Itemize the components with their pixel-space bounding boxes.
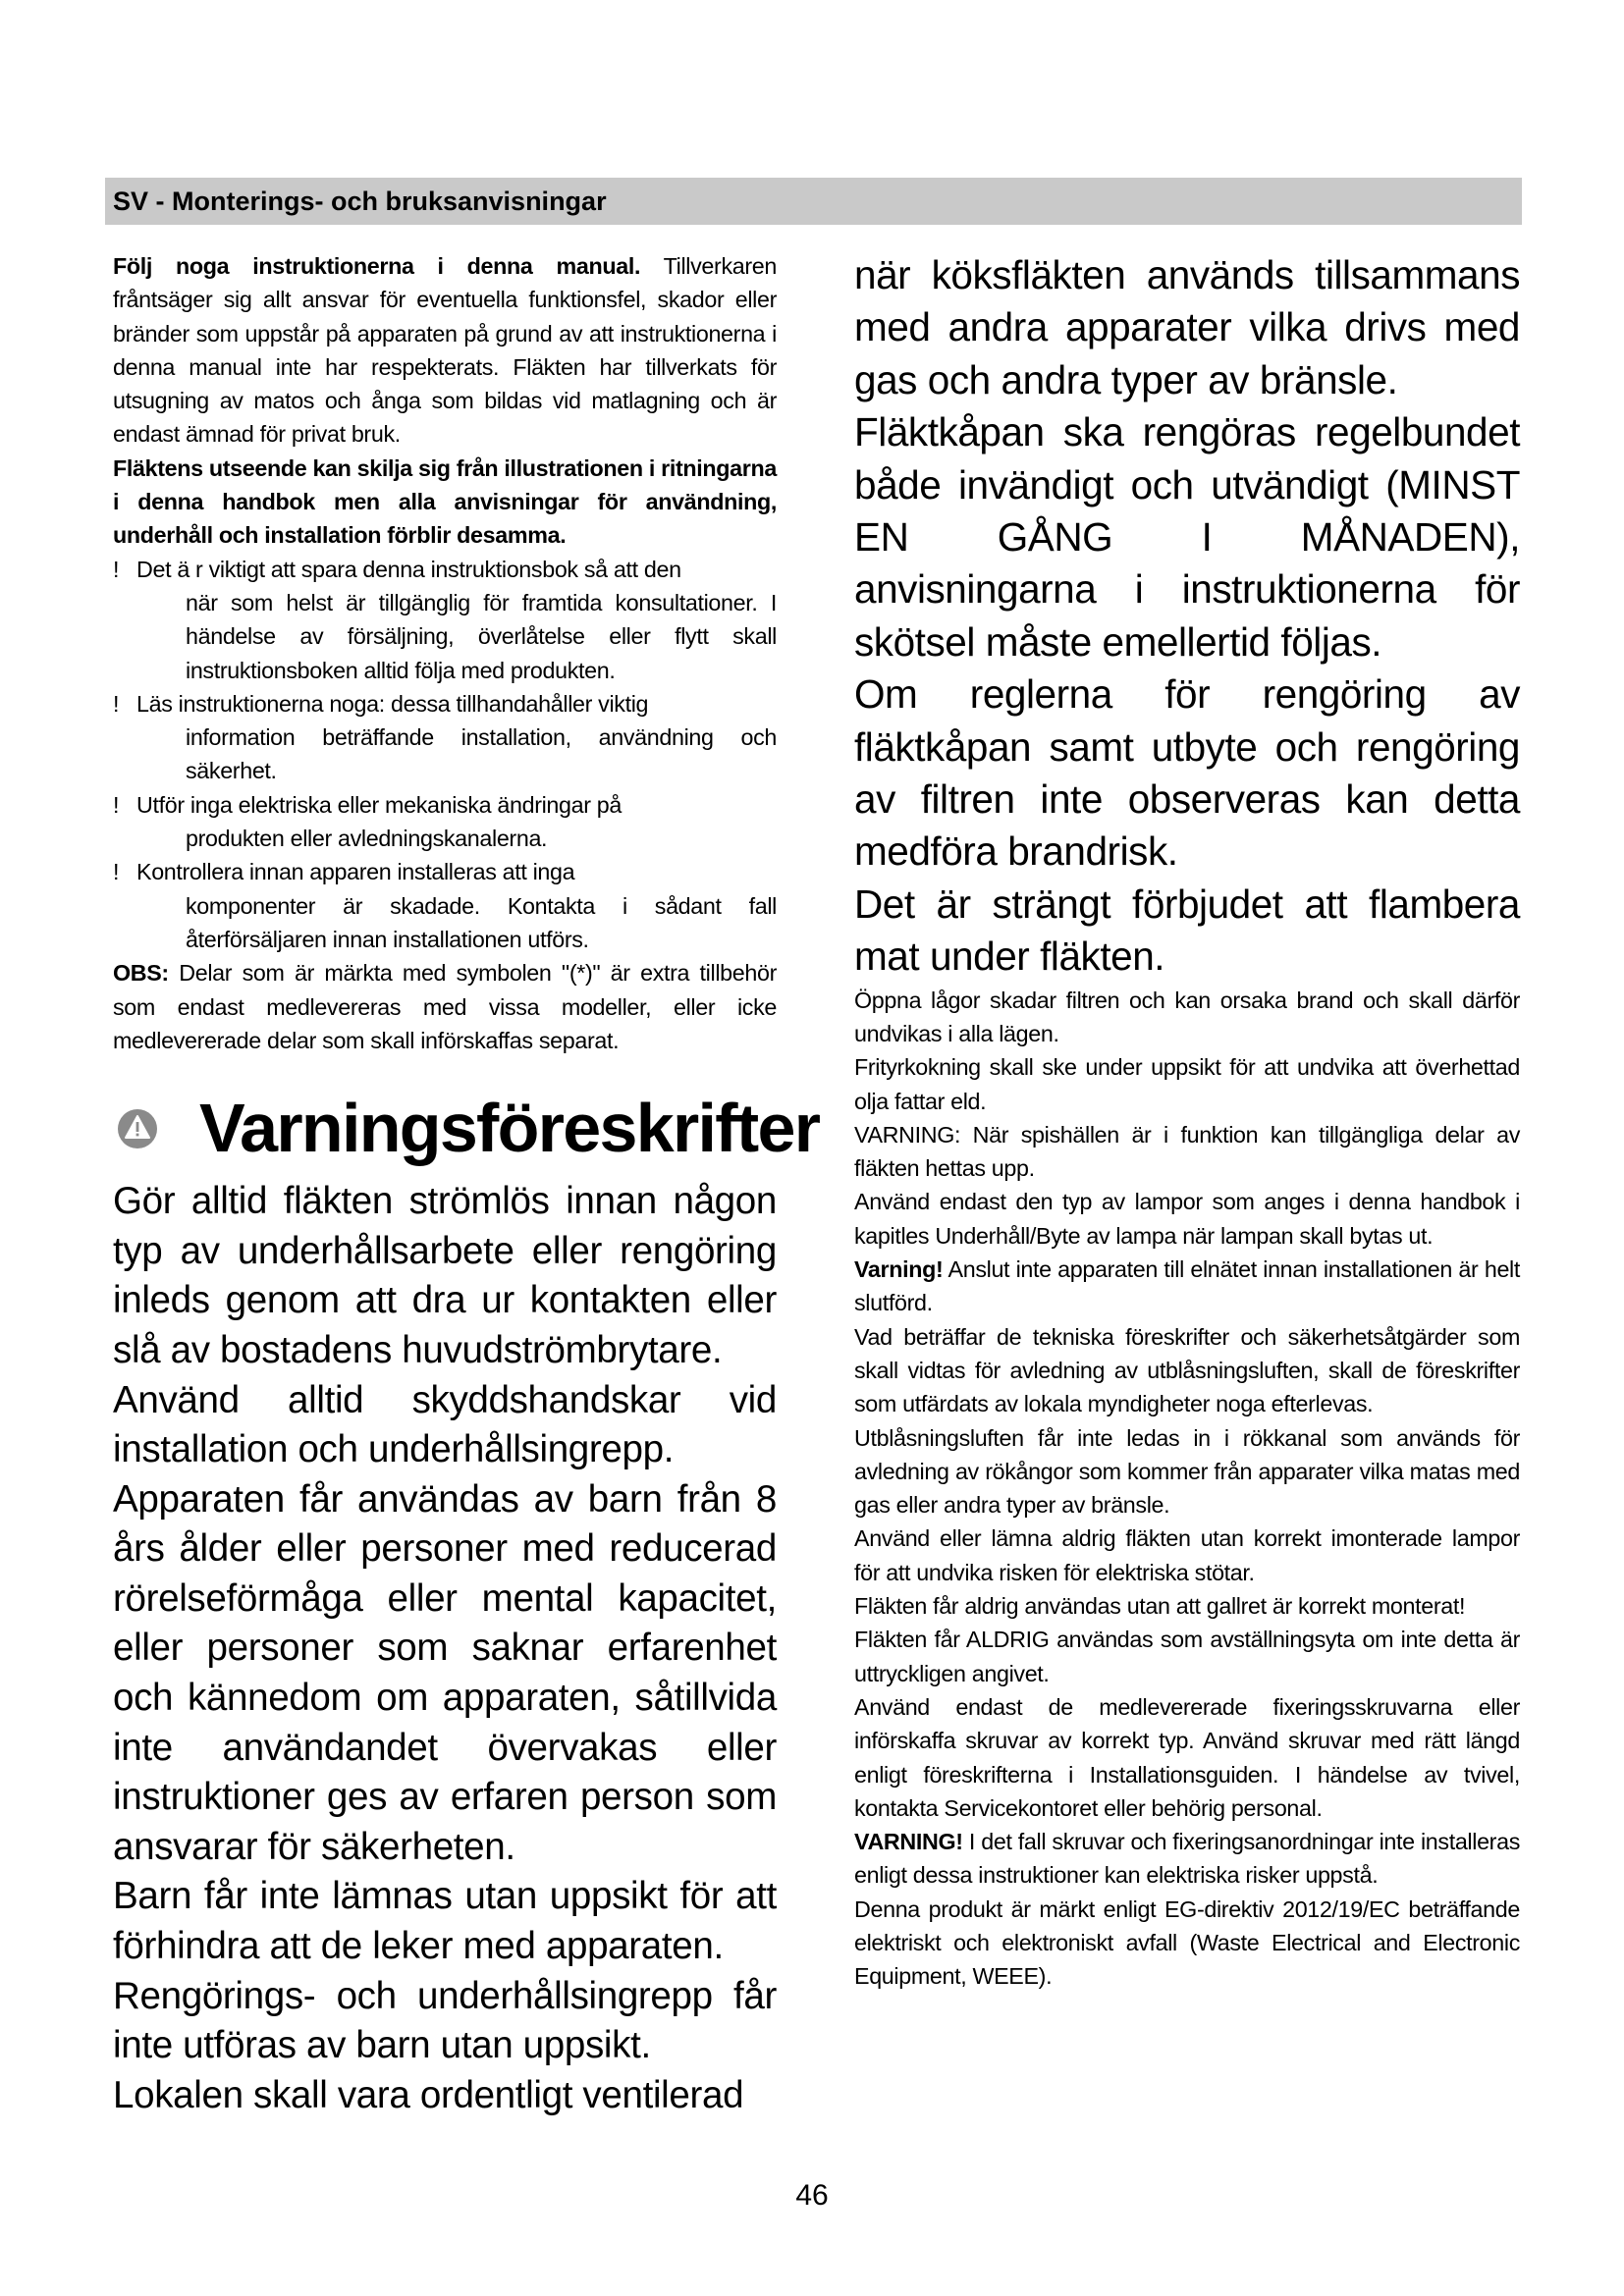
bullet-text-rest: komponenter är skadade. Kontakta i sådant fall återförsäljaren innan installationen utförs.: [186, 892, 777, 952]
intro-paragraph: [113, 249, 777, 452]
warning-paragraph: Använd alltid skyddshandskar vid installation och underhållsingrepp.: [113, 1378, 777, 1471]
warning-paragraph: Apparaten får användas av barn från 8 års ålder eller personer med reducerad rörelseförmåga eller mental kapacitet, eller personer som saknar erfarenhet och kännedom om apparaten, såtillvida inte användandet övervakas eller instruktioner ges av erfaren person som ansvarar för säkerheten.: [113, 1477, 777, 1868]
warning-paragraph-small: Använd endast den typ av lampor som anges i denna handbok i kapitles Underhåll/Byte av lampa när lampan skall bytas ut.: [854, 1189, 1520, 1249]
warning-paragraph-small: Utblåsningsluften får inte ledas in i rökkanal som används för avledning av rökångor som kommer från apparater vilka matas med gas eller andra typer av bränsle.: [854, 1424, 1520, 1519]
warning-paragraph-small: Fläkten får aldrig användas utan att gallret är korrekt monterat!: [854, 1593, 1466, 1620]
warning-paragraph-small: Använd eller lämna aldrig fläkten utan korrekt imonterade lampor för att undvika risken för elektriska stötar.: [854, 1525, 1520, 1585]
bullet-text-rest: när som helst är tillgänglig för framtida konsultationer. I händelse av försäljning, överlåtelse eller flytt skall instruktionsboken alltid följa med produkten.: [186, 589, 777, 683]
warning-paragraph: Gör alltid fläkten strömlös innan någon typ av underhållsarbete eller rengöring inleds genom att dra ur kontakten eller slå av bostadens huvudströmbrytare.: [113, 1180, 777, 1371]
warning-bold-lead: VARNING!: [854, 1829, 963, 1855]
bullet-item: [113, 855, 777, 956]
bullet-text-first: Kontrollera innan apparen installeras att inga: [136, 859, 575, 885]
warning-text: Anslut inte apparaten till elnätet innan installationen är helt slutförd.: [854, 1256, 1520, 1316]
warning-paragraph-small: Öppna lågor skadar filtren och kan orsaka brand och skall därför undvikas i alla lägen.: [854, 987, 1520, 1046]
intro-bold-lead: Följ noga instruktionerna i denna manual.: [113, 253, 641, 279]
warning-paragraph-small: Denna produkt är märkt enligt EG-direktiv 2012/19/EC beträffande elektriskt och elektroniskt avfall (Waste Electrical and Electronic Equipment, WEEE).: [854, 1896, 1520, 1990]
bullet-mark: !: [113, 859, 120, 885]
obs-label: OBS:: [113, 960, 169, 987]
bullet-text-first: Det ä r viktigt att spara denna instruktionsbok så att den: [136, 556, 681, 582]
warnings-heading: [113, 1083, 820, 1173]
bullet-item: [113, 788, 777, 856]
intro-text: Tillverkaren fråntsäger sig allt ansvar för eventuella funktionsfel, skador eller bränder som uppstår på apparaten på grund av att instruktionerna i denna manual inte har respekterats. Fläkten har tillverkats för utsugning av matos och ånga som bildas vid matlagning och är endast ämnad för privat bruk.: [113, 253, 777, 448]
bullet-list: [113, 553, 777, 957]
bullet-text-rest: information beträffande installation, användning och säkerhet.: [186, 724, 777, 784]
warning-paragraph: Rengörings- och underhållsingrepp får inte utföras av barn utan uppsikt.: [113, 1974, 777, 2067]
warning-paragraph: Lokalen skall vara ordentligt ventilerad: [113, 2073, 744, 2116]
bullet-item: [113, 687, 777, 788]
warning-text: I det fall skruvar och fixeringsanordningar inte installeras enligt dessa instruktioner kan elektriska risker uppstå.: [854, 1829, 1520, 1889]
warning-paragraph-small: [854, 1825, 1520, 1893]
section-header-title: SV - Monterings- och bruksanvisningar: [113, 187, 607, 216]
warnings-heading-title: Varningsföreskrifter: [199, 1090, 820, 1167]
bullet-text-first: Utför inga elektriska eller mekaniska ändringar på: [136, 791, 622, 818]
warning-paragraph-small: Frityrkokning skall ske under uppsikt för att undvika att överhettad olja fattar eld.: [854, 1054, 1520, 1114]
warning-paragraph: Barn får inte lämnas utan uppsikt för att förhindra att de leker med apparaten.: [113, 1875, 777, 1968]
warning-paragraph-large: Fläktkåpan ska rengöras regelbundet både invändigt och utvändigt (MINST EN GÅNG I MÅNADEN), anvisningarna i instruktionerna för skötsel måste emellertid följas.: [854, 409, 1520, 665]
obs-text: Delar som är märkta med symbolen "(*)" är extra tillbehör som endast medlevereras med vissa modeller, eller icke medlevererade delar som skall införskaffas separat.: [113, 960, 777, 1053]
warning-paragraph-small: VARNING: När spishällen är i funktion kan tillgängliga delar av fläkten hettas upp.: [854, 1121, 1520, 1182]
warning-paragraph-large: när köksfläkten används tillsammans med andra apparater vilka drivs med gas och andra typer av bränsle.: [854, 252, 1520, 402]
notice-text: Fläktens utseende kan skilja sig från illustrationen i ritningarna i denna handbok men alla anvisningar för användning, underhåll och installation förblir desamma.: [113, 454, 777, 549]
section-header-bar: [105, 178, 1522, 225]
warning-paragraph-small: Använd endast de medlevererade fixeringsskruvarna eller införskaffa skruvar av korrekt typ. Använd skruvar med rätt längd enligt föreskrifterna i Installationsguiden. I händelse av tvivel, kontakta Servicekontoret eller behörig personal.: [854, 1693, 1520, 1821]
warning-triangle-in-circle-icon: [117, 1108, 158, 1149]
bullet-mark: !: [113, 556, 120, 582]
bullet-mark: !: [113, 791, 120, 818]
bullet-text-first: Läs instruktionerna noga: dessa tillhandahåller viktig: [136, 690, 649, 717]
warning-paragraph-large: Det är strängt förbjudet att flambera mat under fläkten.: [854, 881, 1520, 980]
right-column: [854, 249, 1520, 1994]
left-column: [113, 249, 820, 2120]
bullet-mark: !: [113, 690, 120, 717]
page-number: 46: [795, 2179, 829, 2212]
warning-bold-lead: Varning!: [854, 1256, 944, 1283]
warning-paragraph-small: Fläkten får ALDRIG användas som avställningsyta om inte detta är uttryckligen angivet.: [854, 1627, 1520, 1686]
notice-paragraph: [113, 452, 777, 553]
bullet-item: [113, 553, 777, 687]
obs-paragraph: [113, 956, 777, 1057]
warning-paragraph-small: [854, 1253, 1520, 1320]
warning-paragraph-large: Om reglerna för rengöring av fläktkåpan samt utbyte och rengöring av filtren inte observeras kan detta medföra brandrisk.: [854, 671, 1520, 875]
warning-paragraph-small: Vad beträffar de tekniska föreskrifter och säkerhetsåtgärder som skall vidtas för avledning av utblåsningsluften, skall de föreskrifter som utfärdats av lokala myndigheter noga efterlevas.: [854, 1323, 1520, 1417]
bullet-text-rest: produkten eller avledningskanalerna.: [186, 826, 548, 852]
